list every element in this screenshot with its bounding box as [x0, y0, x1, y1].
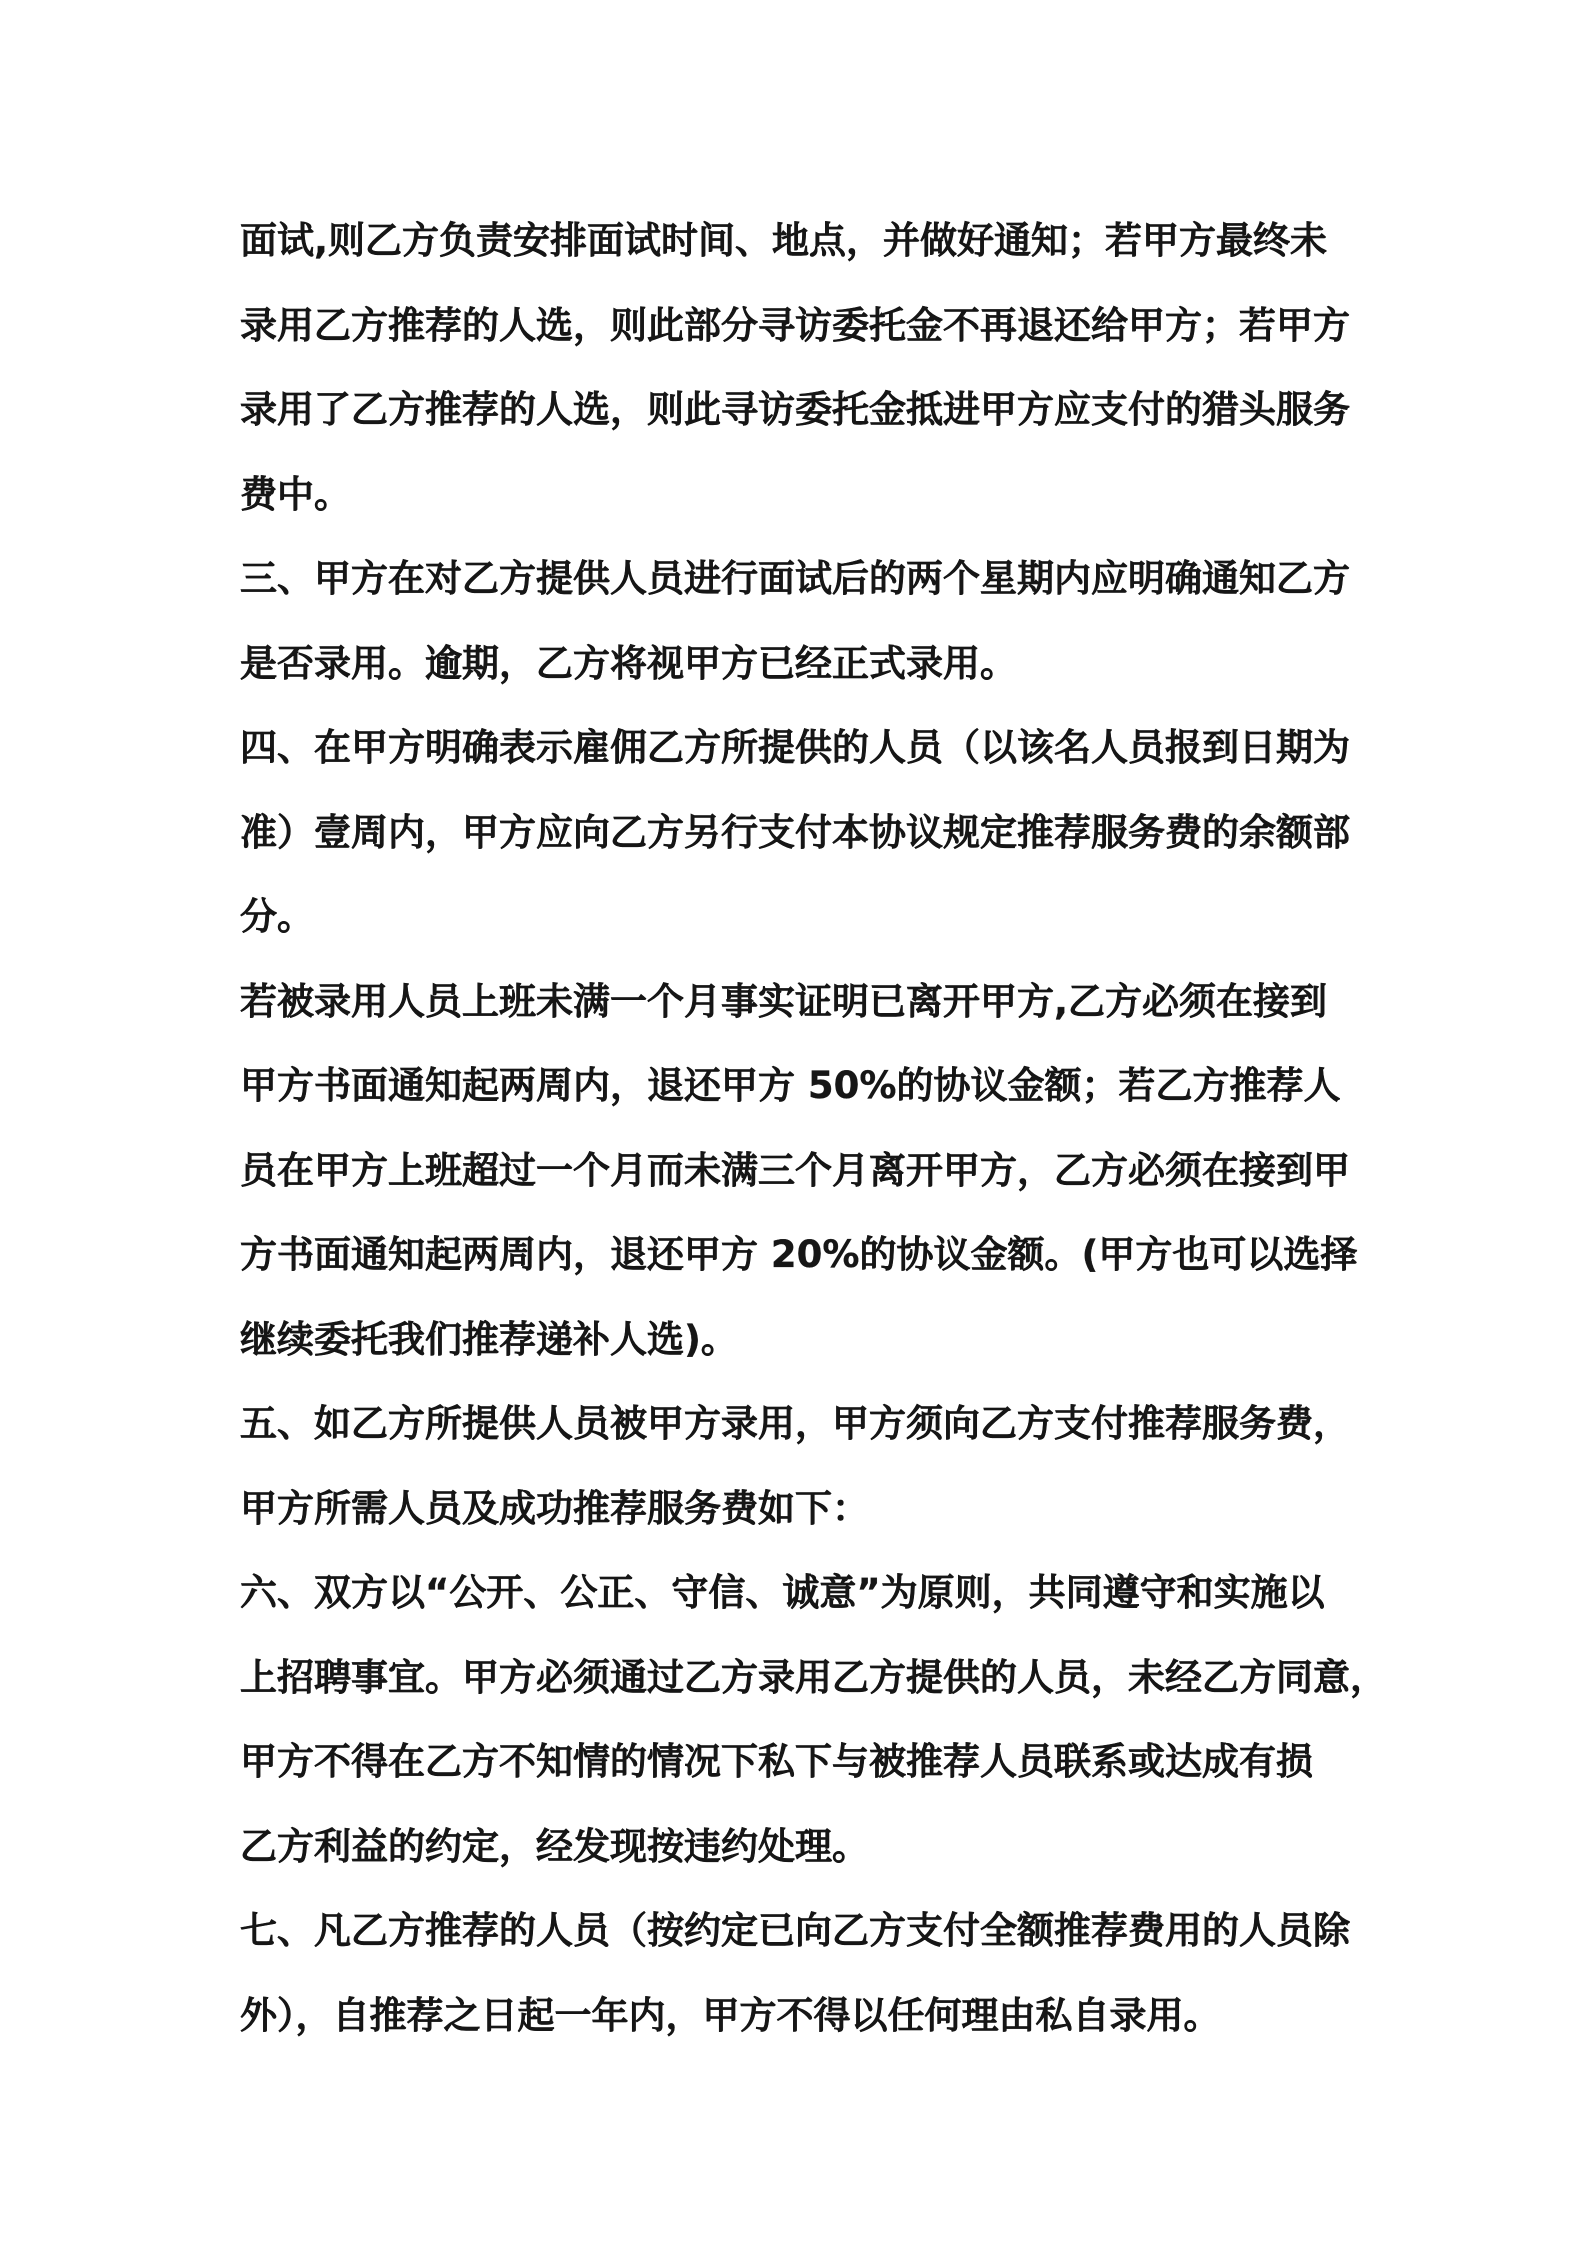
text-line-9: 分。 [240, 895, 314, 938]
text-line-5: 三、甲方在对乙方提供人员进行面试后的两个星期内应明确通知乙方 [240, 557, 1350, 600]
text-line-18: 上招聘事宜。甲方必须通过乙方录用乙方提供的人员，未经乙方同意， [240, 1655, 1387, 1699]
text-line-16: 甲方所需人员及成功推荐服务费如下： [240, 1486, 869, 1530]
text-line-19: 甲方不得在乙方不知情的情况下私下与被推荐人员联系或达成有损 [240, 1740, 1313, 1783]
text-line-12: 员在甲方上班超过一个月而未满三个月离开甲方，乙方必须在接到甲 [240, 1148, 1350, 1192]
text-line-6: 是否录用。逾期，乙方将视甲方已经正式录用。 [240, 641, 1017, 685]
text-line-10: 若被录用人员上班未满一个月事实证明已离开甲方,乙方必须在接到 [240, 979, 1328, 1023]
text-line-22: 外），自推荐之日起一年内，甲方不得以任何理由私自录用。 [240, 1993, 1221, 2037]
text-line-14: 继续委托我们推荐递补人选)。 [240, 1317, 738, 1361]
text-line-2: 录用乙方推荐的人选，则此部分寻访委托金不再退还给甲方；若甲方 [240, 303, 1350, 347]
text-line-7: 四、在甲方明确表示雇佣乙方所提供的人员（以该名人员报到日期为 [240, 726, 1350, 769]
text-line-4: 费中。 [240, 472, 351, 516]
text-line-3: 录用了乙方推荐的人选，则此寻访委托金抵进甲方应支付的猎头服务 [240, 388, 1350, 431]
text-line-21: 七、凡乙方推荐的人员（按约定已向乙方支付全额推荐费用的人员除 [240, 1909, 1350, 1952]
document-body [240, 199, 1387, 2058]
text-line-20: 乙方利益的约定，经发现按违约处理。 [240, 1824, 869, 1868]
text-line-1: 面试,则乙方负责安排面试时间、地点，并做好通知；若甲方最终未 [240, 219, 1328, 262]
text-line-15: 五、如乙方所提供人员被甲方录用，甲方须向乙方支付推荐服务费， [240, 1402, 1350, 1445]
text-line-17: 六、双方以“公开、公正、守信、诚意”为原则，共同遵守和实施以 [240, 1571, 1325, 1614]
text-line-11: 甲方书面通知起两周内，退还甲方 50%的协议金额；若乙方推荐人 [240, 1064, 1341, 1107]
text-line-13: 方书面通知起两周内，退还甲方 20%的协议金额。(甲方也可以选择 [240, 1233, 1358, 1276]
text-line-8: 准）壹周内，甲方应向乙方另行支付本协议规定推荐服务费的余额部 [240, 810, 1350, 854]
